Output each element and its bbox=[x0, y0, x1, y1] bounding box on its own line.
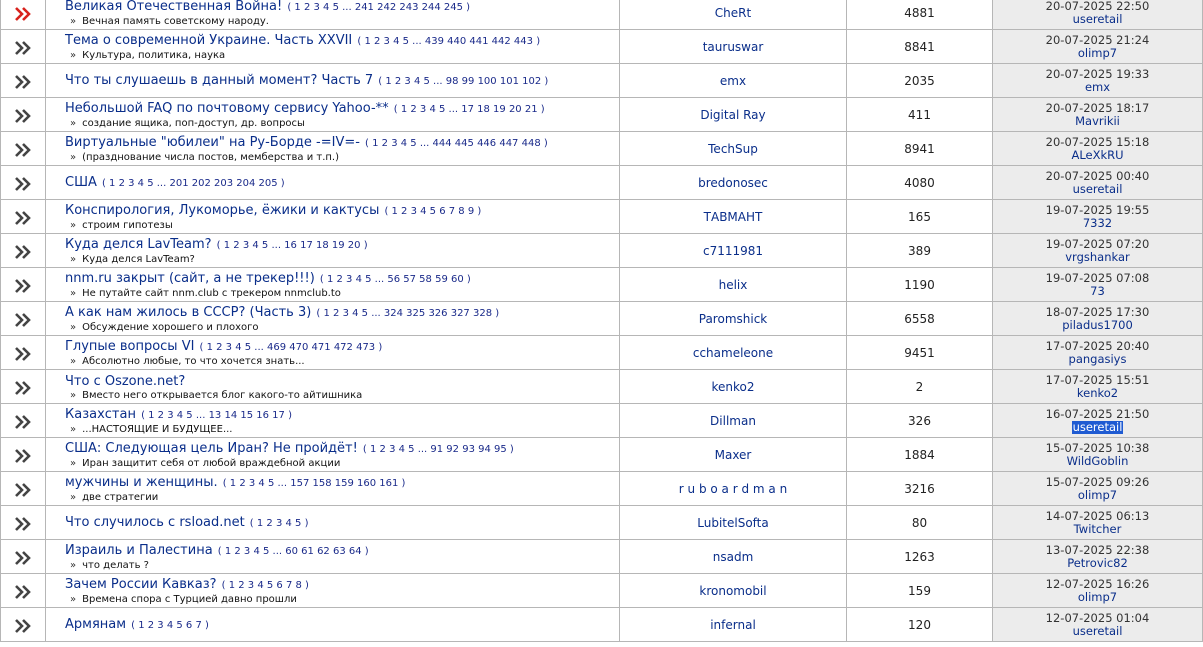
last-post-date: 16-07-2025 21:50 bbox=[1045, 406, 1150, 421]
reply-count: 3216 bbox=[847, 472, 993, 506]
last-post-author[interactable]: vrgshankar bbox=[1065, 249, 1130, 264]
double-chevron-icon bbox=[14, 41, 32, 55]
page-links[interactable]: ( 1 2 3 4 5 ... 56 57 58 59 60 ) bbox=[319, 274, 471, 285]
page-links[interactable]: ( 1 2 3 4 5 6 7 ) bbox=[131, 620, 209, 631]
double-chevron-icon bbox=[14, 245, 32, 259]
topic-author[interactable]: CheRt bbox=[620, 0, 847, 30]
topic-icon-cell bbox=[1, 438, 46, 472]
reply-count: 411 bbox=[847, 98, 993, 132]
double-chevron-icon bbox=[14, 211, 32, 225]
last-post-author[interactable]: ALeXkRU bbox=[1071, 147, 1124, 162]
last-post-cell bbox=[993, 132, 1203, 166]
topic-icon-cell bbox=[1, 370, 46, 404]
page-links[interactable]: ( 1 2 3 4 5 ... 201 202 203 204 205 ) bbox=[101, 178, 285, 189]
topic-title-link[interactable]: Конспирология, Лукоморье, ёжики и кактусы bbox=[65, 203, 380, 218]
topic-cell bbox=[46, 438, 620, 472]
last-post-cell bbox=[993, 540, 1203, 574]
topic-description-text: Вместо него открывается блог какого-то айтишника bbox=[82, 389, 363, 401]
topic-author[interactable]: cchameleone bbox=[620, 336, 847, 370]
topic-author[interactable]: TechSup bbox=[620, 132, 847, 166]
topic-description-text: Не путайте сайт nnm.club с трекером nnmclub.to bbox=[82, 288, 341, 299]
topic-cell bbox=[46, 608, 620, 642]
bullet-icon: » bbox=[70, 560, 77, 571]
topic-description-text: Вечная память советскому народу. bbox=[82, 16, 269, 27]
last-post-date: 19-07-2025 07:20 bbox=[1045, 236, 1150, 251]
topic-row bbox=[1, 64, 1203, 98]
page-links[interactable]: ( 1 2 3 4 5 ... 469 470 471 472 473 ) bbox=[199, 342, 383, 353]
topic-row bbox=[1, 0, 1203, 30]
last-post-author[interactable]: Petrovic82 bbox=[1067, 555, 1128, 570]
topic-icon-cell bbox=[1, 336, 46, 370]
topic-row bbox=[1, 234, 1203, 268]
topic-cell bbox=[46, 98, 620, 132]
topic-description-text: что делать ? bbox=[82, 560, 149, 571]
reply-count: 8941 bbox=[847, 132, 993, 166]
reply-count: 389 bbox=[847, 234, 993, 268]
last-post-date: 12-07-2025 01:04 bbox=[1045, 610, 1150, 625]
reply-count: 120 bbox=[847, 608, 993, 642]
topic-title-link[interactable]: Тема о современной Украине. Часть XXVII bbox=[65, 33, 353, 48]
reply-count: 9451 bbox=[847, 336, 993, 370]
bullet-icon: » bbox=[70, 288, 77, 299]
topic-description-text: (празднование числа постов, мемберства и т.п.) bbox=[82, 152, 339, 163]
topic-description bbox=[65, 356, 619, 368]
page-links[interactable]: ( 1 2 3 4 5 ... 98 99 100 101 102 ) bbox=[378, 76, 549, 87]
double-chevron-icon bbox=[14, 75, 32, 89]
last-post-cell bbox=[993, 166, 1203, 200]
bullet-icon: » bbox=[70, 492, 77, 503]
topic-cell bbox=[46, 166, 620, 200]
topic-cell bbox=[46, 132, 620, 166]
topic-author[interactable]: c7111981 bbox=[620, 234, 847, 268]
last-post-author[interactable]: olimp7 bbox=[1077, 45, 1118, 60]
reply-count: 326 bbox=[847, 404, 993, 438]
double-chevron-icon bbox=[14, 483, 32, 497]
page-links[interactable]: ( 1 2 3 4 5 ... 444 445 446 447 448 ) bbox=[365, 138, 548, 149]
double-chevron-icon bbox=[14, 109, 32, 123]
page-links[interactable]: ( 1 2 3 4 5 ... 13 14 15 16 17 ) bbox=[141, 410, 292, 421]
page-links[interactable]: ( 1 2 3 4 5 ... 157 158 159 160 161 ) bbox=[222, 478, 406, 489]
last-post-cell bbox=[993, 608, 1203, 642]
last-post-date: 14-07-2025 06:13 bbox=[1045, 508, 1150, 523]
topic-icon-cell bbox=[1, 0, 46, 30]
bullet-icon: » bbox=[70, 458, 77, 469]
topic-row bbox=[1, 336, 1203, 370]
topic-description bbox=[65, 458, 619, 470]
topic-row bbox=[1, 30, 1203, 64]
topic-title-link[interactable]: Казахстан bbox=[65, 407, 136, 422]
page-links[interactable]: ( 1 2 3 4 5 ... 17 18 19 20 21 ) bbox=[393, 104, 545, 115]
topic-author[interactable]: Maxer bbox=[620, 438, 847, 472]
page-links[interactable]: ( 1 2 3 4 5 ... 60 61 62 63 64 ) bbox=[217, 546, 369, 557]
last-post-date: 19-07-2025 07:08 bbox=[1045, 270, 1150, 285]
topic-description-text: строим гипотезы bbox=[82, 220, 173, 231]
bullet-icon: » bbox=[70, 389, 77, 401]
last-post-author[interactable]: 73 bbox=[1090, 283, 1105, 298]
last-post-cell bbox=[993, 30, 1203, 64]
topic-icon-cell bbox=[1, 64, 46, 98]
topic-description-text: две стратегии bbox=[82, 492, 159, 503]
last-post-author[interactable]: pangasiys bbox=[1068, 351, 1127, 366]
topic-author[interactable]: r u b o a r d m a n bbox=[620, 472, 847, 506]
topic-cell bbox=[46, 234, 620, 268]
topic-author[interactable]: nsadm bbox=[620, 540, 847, 574]
double-chevron-icon bbox=[14, 517, 32, 531]
last-post-date: 20-07-2025 15:18 bbox=[1045, 134, 1150, 149]
topic-cell bbox=[46, 336, 620, 370]
topic-title-link[interactable]: Что ты слушаешь в данный момент? Часть 7 bbox=[65, 73, 374, 88]
last-post-date: 20-07-2025 22:50 bbox=[1045, 0, 1150, 13]
topic-description-text: ...НАСТОЯЩИЕ И БУДУЩЕЕ... bbox=[82, 424, 233, 435]
page-links[interactable]: ( 1 2 3 4 5 ... 91 92 93 94 95 ) bbox=[362, 444, 514, 455]
topic-description bbox=[65, 492, 619, 504]
reply-count: 2035 bbox=[847, 64, 993, 98]
bullet-icon: » bbox=[70, 594, 77, 605]
topic-title-link[interactable]: Армянам bbox=[65, 617, 127, 632]
topic-title-link[interactable]: Израиль и Палестина bbox=[65, 543, 213, 558]
topic-description-text: Иран защитит себя от любой враждебной акции bbox=[82, 458, 341, 469]
topic-author[interactable]: ТАВМАНТ bbox=[620, 200, 847, 234]
topic-title-link[interactable]: Что с Oszone.net? bbox=[65, 373, 186, 389]
last-post-author[interactable]: emx bbox=[1084, 79, 1111, 94]
topic-row bbox=[1, 438, 1203, 472]
double-chevron-icon bbox=[14, 551, 32, 565]
reply-count: 165 bbox=[847, 200, 993, 234]
topic-cell bbox=[46, 30, 620, 64]
topic-row bbox=[1, 268, 1203, 302]
bullet-icon: » bbox=[70, 152, 77, 163]
topic-cell bbox=[46, 506, 620, 540]
last-post-author[interactable]: 7332 bbox=[1082, 215, 1113, 230]
reply-count: 4080 bbox=[847, 166, 993, 200]
topic-cell bbox=[46, 64, 620, 98]
topic-icon-cell bbox=[1, 166, 46, 200]
topic-title-link[interactable]: Великая Отечественная Война! bbox=[65, 0, 283, 14]
last-post-date: 20-07-2025 18:17 bbox=[1045, 100, 1150, 115]
topic-description bbox=[65, 254, 619, 266]
last-post-author[interactable]: useretail bbox=[1072, 419, 1123, 434]
topic-author[interactable]: Paromshick bbox=[620, 302, 847, 336]
topic-icon-cell bbox=[1, 506, 46, 540]
last-post-date: 20-07-2025 00:40 bbox=[1045, 168, 1150, 183]
topic-cell bbox=[46, 540, 620, 574]
last-post-cell bbox=[993, 438, 1203, 472]
last-post-author[interactable]: Mavrikii bbox=[1075, 113, 1120, 128]
last-post-author[interactable]: useretail bbox=[1072, 181, 1123, 196]
reply-count: 80 bbox=[847, 506, 993, 540]
double-chevron-icon bbox=[14, 585, 32, 599]
topic-description-text: Куда делся LavTeam? bbox=[82, 254, 195, 265]
topic-description bbox=[65, 288, 619, 300]
topic-title-link[interactable]: Что случилось с rsload.net bbox=[65, 515, 245, 530]
page-links[interactable]: ( 1 2 3 4 5 ... 16 17 18 19 20 ) bbox=[216, 240, 368, 251]
topic-icon-cell bbox=[1, 472, 46, 506]
last-post-author[interactable]: kenko2 bbox=[1076, 385, 1119, 400]
topic-icon-cell bbox=[1, 98, 46, 132]
topic-icon-cell bbox=[1, 234, 46, 268]
topic-row bbox=[1, 608, 1203, 642]
last-post-date: 20-07-2025 19:33 bbox=[1045, 66, 1150, 81]
topic-list bbox=[1, 0, 1203, 642]
last-post-date: 12-07-2025 16:26 bbox=[1045, 576, 1150, 591]
last-post-date: 15-07-2025 10:38 bbox=[1045, 440, 1150, 455]
page-links[interactable]: ( 1 2 3 4 5 ... 241 242 243 244 245 ) bbox=[287, 2, 471, 13]
hot-topic-double-chevron-icon bbox=[14, 7, 32, 21]
topic-row bbox=[1, 132, 1203, 166]
page-links[interactable]: ( 1 2 3 4 5 ... 439 440 441 442 443 ) bbox=[357, 36, 541, 47]
topic-author[interactable]: infernal bbox=[620, 608, 847, 642]
topic-icon-cell bbox=[1, 132, 46, 166]
last-post-cell bbox=[993, 234, 1203, 268]
topic-cell bbox=[46, 370, 620, 404]
last-post-date: 19-07-2025 19:55 bbox=[1045, 202, 1150, 217]
topic-cell bbox=[46, 0, 620, 30]
topic-cell bbox=[46, 472, 620, 506]
topic-author[interactable]: helix bbox=[620, 268, 847, 302]
topic-row bbox=[1, 166, 1203, 200]
page-links[interactable]: ( 1 2 3 4 5 ) bbox=[249, 518, 309, 529]
topic-description bbox=[65, 118, 619, 130]
last-post-author[interactable]: piladus1700 bbox=[1062, 317, 1133, 332]
topic-title-link[interactable]: США: Следующая цель Иран? Не пройдёт! bbox=[65, 441, 358, 456]
topic-title-link[interactable]: Виртуальные "юбилеи" на Ру-Борде -=IV=- bbox=[65, 135, 360, 150]
bullet-icon: » bbox=[70, 356, 77, 367]
bullet-icon: » bbox=[70, 16, 77, 27]
last-post-cell bbox=[993, 0, 1203, 30]
topic-icon-cell bbox=[1, 200, 46, 234]
topic-icon-cell bbox=[1, 268, 46, 302]
last-post-cell bbox=[993, 336, 1203, 370]
double-chevron-icon bbox=[14, 449, 32, 463]
last-post-date: 17-07-2025 20:40 bbox=[1045, 338, 1150, 353]
topic-row bbox=[1, 574, 1203, 608]
topic-row bbox=[1, 472, 1203, 506]
topic-row bbox=[1, 404, 1203, 438]
page-links[interactable]: ( 1 2 3 4 5 6 7 8 9 ) bbox=[384, 206, 482, 217]
last-post-author[interactable]: olimp7 bbox=[1077, 589, 1118, 604]
topic-cell bbox=[46, 268, 620, 302]
topic-title-link[interactable]: nnm.ru закрыт (сайт, а не трекер!!!) bbox=[65, 271, 315, 286]
topic-cell bbox=[46, 302, 620, 336]
topic-description bbox=[65, 560, 619, 572]
topic-description-text: Обсуждение хорошего и плохого bbox=[82, 322, 259, 333]
double-chevron-icon bbox=[14, 279, 32, 293]
topic-description bbox=[65, 220, 619, 232]
last-post-date: 15-07-2025 09:26 bbox=[1045, 474, 1150, 489]
last-post-author[interactable]: useretail bbox=[1072, 623, 1123, 638]
last-post-date: 17-07-2025 15:51 bbox=[1045, 372, 1150, 387]
last-post-date: 13-07-2025 22:38 bbox=[1045, 542, 1150, 557]
topic-row bbox=[1, 506, 1203, 540]
double-chevron-icon bbox=[14, 381, 32, 395]
topic-author[interactable]: Digital Ray bbox=[620, 98, 847, 132]
last-post-author[interactable]: useretail bbox=[1072, 11, 1123, 26]
last-post-cell bbox=[993, 404, 1203, 438]
reply-count: 2 bbox=[847, 370, 993, 404]
page-links[interactable]: ( 1 2 3 4 5 6 7 8 ) bbox=[221, 580, 309, 591]
bullet-icon: » bbox=[70, 50, 77, 61]
last-post-author[interactable]: olimp7 bbox=[1077, 487, 1118, 502]
topic-icon-cell bbox=[1, 540, 46, 574]
bullet-icon: » bbox=[70, 424, 77, 435]
topic-author[interactable]: kronomobil bbox=[620, 574, 847, 608]
topic-description bbox=[65, 594, 619, 606]
topic-author[interactable]: LubitelSofta bbox=[620, 506, 847, 540]
topic-row bbox=[1, 540, 1203, 574]
last-post-cell bbox=[993, 64, 1203, 98]
bullet-icon: » bbox=[70, 254, 77, 265]
topic-title-link[interactable]: мужчины и женщины. bbox=[65, 475, 218, 490]
double-chevron-icon bbox=[14, 619, 32, 633]
topic-description bbox=[65, 424, 619, 436]
double-chevron-icon bbox=[14, 177, 32, 191]
topic-row bbox=[1, 302, 1203, 336]
page-links[interactable]: ( 1 2 3 4 5 ... 324 325 326 327 328 ) bbox=[316, 308, 500, 319]
last-post-cell bbox=[993, 302, 1203, 336]
topic-description bbox=[65, 390, 619, 402]
topic-description-text: создание ящика, поп-доступ, др. вопросы bbox=[82, 118, 305, 129]
reply-count: 6558 bbox=[847, 302, 993, 336]
last-post-cell bbox=[993, 370, 1203, 404]
last-post-date: 20-07-2025 21:24 bbox=[1045, 32, 1150, 47]
last-post-cell bbox=[993, 506, 1203, 540]
topic-icon-cell bbox=[1, 574, 46, 608]
topic-row bbox=[1, 200, 1203, 234]
topic-icon-cell bbox=[1, 302, 46, 336]
double-chevron-icon bbox=[14, 143, 32, 157]
topic-title-link[interactable]: США bbox=[65, 175, 97, 190]
topic-description bbox=[65, 50, 619, 62]
topic-cell bbox=[46, 404, 620, 438]
last-post-cell bbox=[993, 472, 1203, 506]
bullet-icon: » bbox=[70, 118, 77, 129]
topic-title-link[interactable]: Небольшой FAQ по почтовому сервису Yahoo-** bbox=[65, 101, 389, 116]
last-post-cell bbox=[993, 200, 1203, 234]
topic-title-link[interactable]: Куда делся LavTeam? bbox=[65, 237, 212, 252]
topic-description bbox=[65, 16, 619, 28]
topic-description-text: Культура, политика, наука bbox=[82, 50, 226, 61]
topic-title-link[interactable]: Зачем России Кавказ? bbox=[65, 577, 217, 592]
topic-icon-cell bbox=[1, 404, 46, 438]
last-post-author[interactable]: WildGoblin bbox=[1066, 453, 1129, 468]
topic-author[interactable]: bredonosec bbox=[620, 166, 847, 200]
bullet-icon: » bbox=[70, 322, 77, 333]
double-chevron-icon bbox=[14, 313, 32, 327]
double-chevron-icon bbox=[14, 415, 32, 429]
reply-count: 1190 bbox=[847, 268, 993, 302]
topic-description-text: Абсолютно любые, то что хочется знать... bbox=[82, 356, 305, 367]
topic-author[interactable]: emx bbox=[620, 64, 847, 98]
topic-row bbox=[1, 98, 1203, 132]
reply-count: 1884 bbox=[847, 438, 993, 472]
last-post-author[interactable]: Twitcher bbox=[1073, 521, 1122, 536]
topic-description bbox=[65, 322, 619, 334]
topic-author[interactable]: kenko2 bbox=[620, 370, 847, 404]
bullet-icon: » bbox=[70, 220, 77, 231]
topic-description bbox=[65, 152, 619, 164]
topic-row bbox=[1, 370, 1203, 404]
last-post-date: 18-07-2025 17:30 bbox=[1045, 304, 1150, 319]
last-post-cell bbox=[993, 574, 1203, 608]
reply-count: 1263 bbox=[847, 540, 993, 574]
last-post-cell bbox=[993, 268, 1203, 302]
reply-count: 4881 bbox=[847, 0, 993, 30]
topic-author[interactable]: tauruswar bbox=[620, 30, 847, 64]
reply-count: 8841 bbox=[847, 30, 993, 64]
topic-cell bbox=[46, 200, 620, 234]
double-chevron-icon bbox=[14, 347, 32, 361]
topic-author[interactable]: Dillman bbox=[620, 404, 847, 438]
topic-icon-cell bbox=[1, 30, 46, 64]
reply-count: 159 bbox=[847, 574, 993, 608]
topic-description-text: Времена спора с Турцией давно прошли bbox=[82, 594, 297, 605]
last-post-cell bbox=[993, 98, 1203, 132]
topic-title-link[interactable]: А как нам жилось в СССР? (Часть 3) bbox=[65, 305, 312, 320]
topic-icon-cell bbox=[1, 608, 46, 642]
topic-title-link[interactable]: Глупые вопросы VI bbox=[65, 339, 195, 354]
topic-cell bbox=[46, 574, 620, 608]
